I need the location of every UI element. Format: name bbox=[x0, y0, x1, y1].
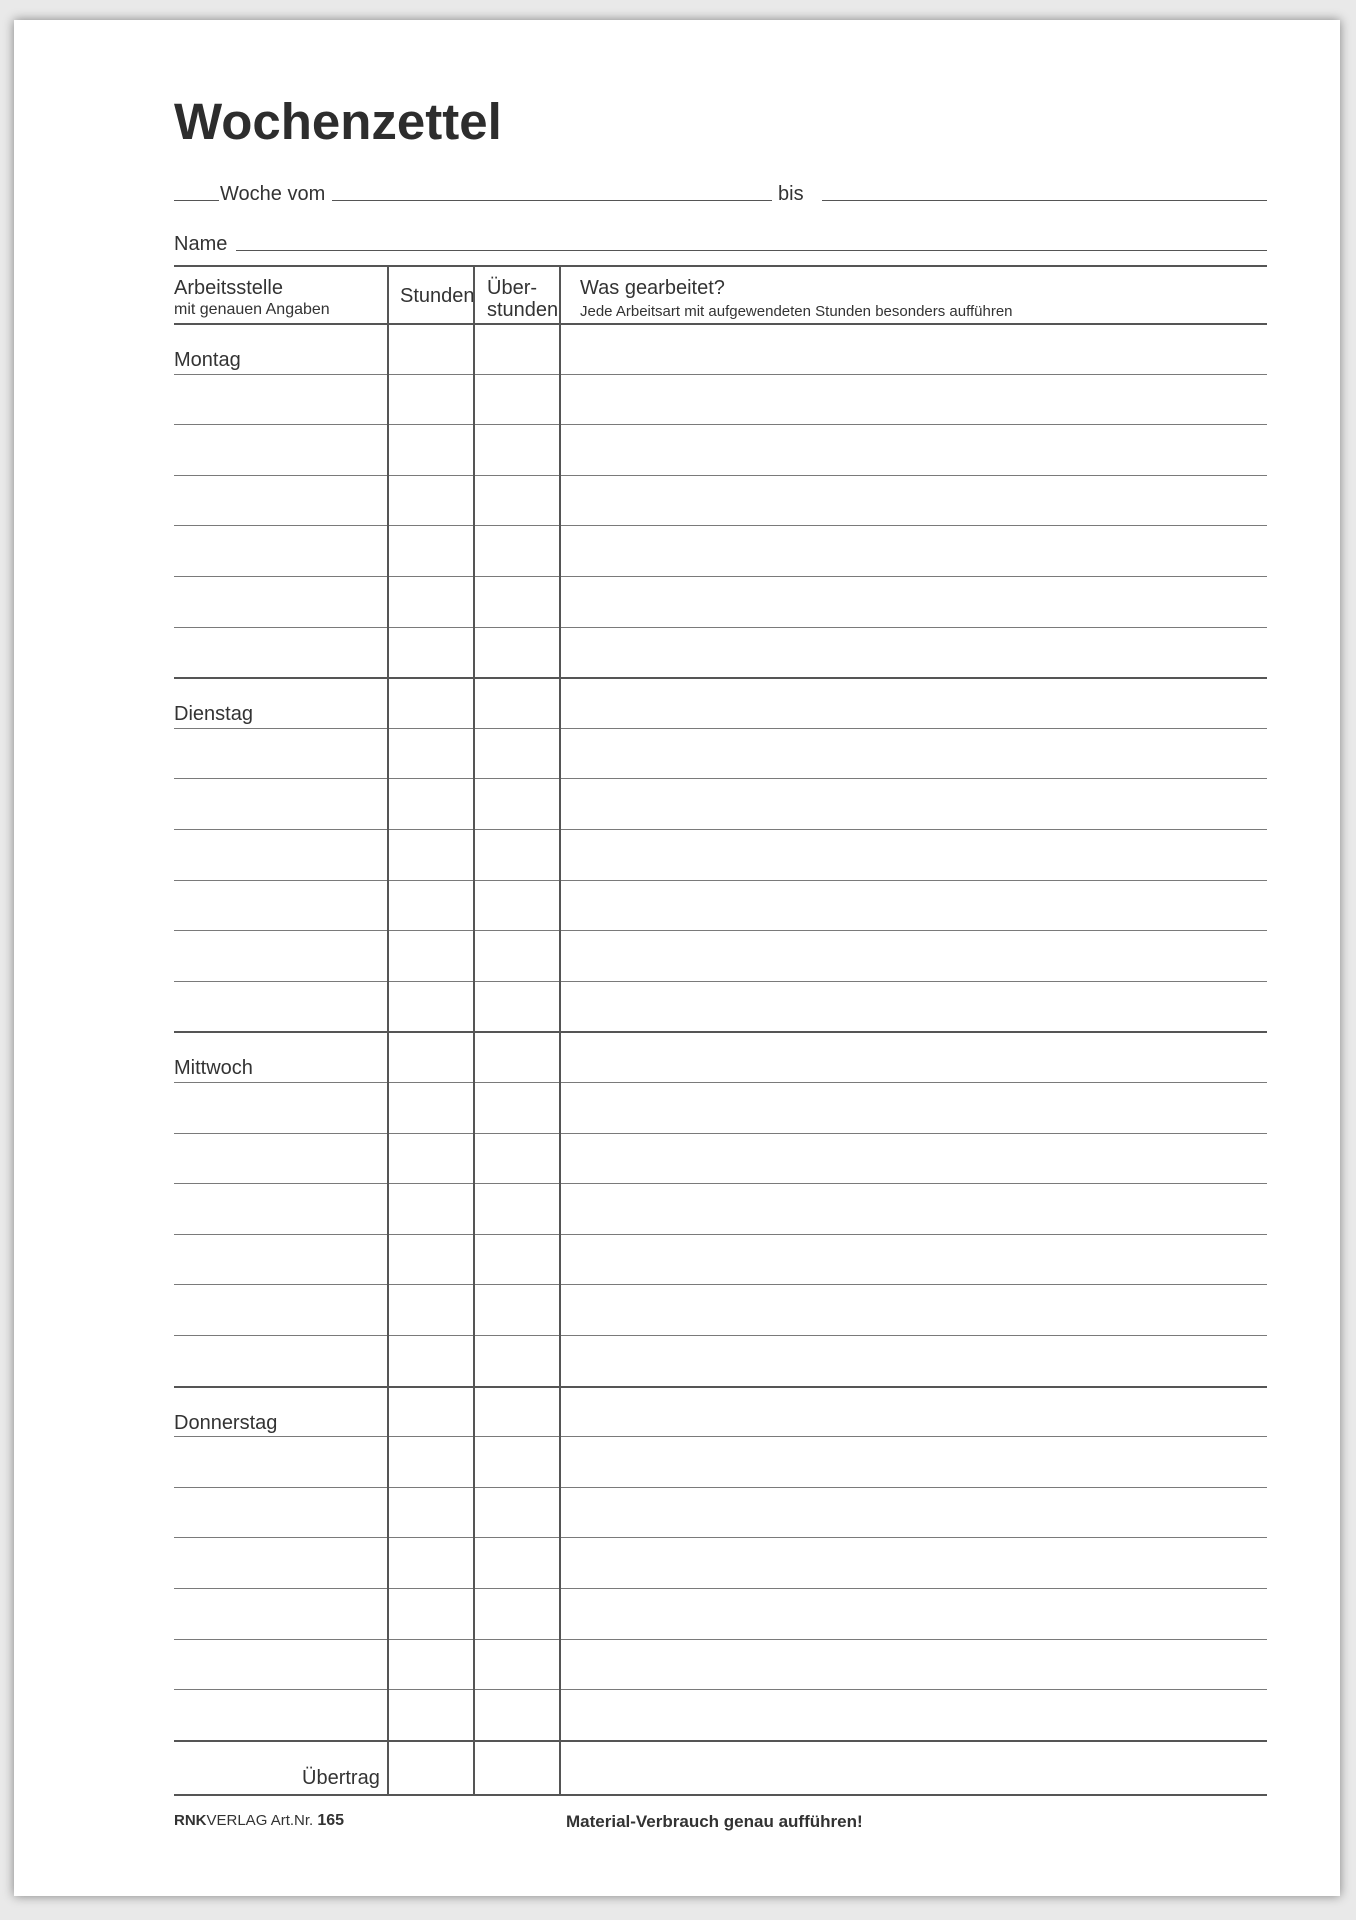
carry-over-ueberstunden-cell[interactable] bbox=[477, 1745, 559, 1793]
cell-montag-was-gearbeitet[interactable] bbox=[561, 325, 1267, 372]
cell-mittwoch-arbeitsstelle[interactable] bbox=[174, 1135, 387, 1182]
cell-donnerstag-arbeitsstelle[interactable] bbox=[174, 1388, 387, 1435]
cell-mittwoch-arbeitsstelle[interactable] bbox=[174, 1236, 387, 1283]
cell-montag-was-gearbeitet[interactable] bbox=[561, 578, 1267, 625]
cell-montag-ueberstunden[interactable] bbox=[475, 527, 559, 574]
cell-mittwoch-was-gearbeitet[interactable] bbox=[561, 1135, 1267, 1182]
publisher-imprint bbox=[174, 1813, 344, 1829]
cell-montag-stunden[interactable] bbox=[389, 376, 473, 423]
cell-donnerstag-arbeitsstelle[interactable] bbox=[174, 1641, 387, 1688]
cell-donnerstag-arbeitsstelle[interactable] bbox=[174, 1691, 387, 1738]
header-ueberstunden-2: stunden bbox=[487, 299, 559, 321]
table-row bbox=[174, 778, 1267, 779]
header-arbeitsstelle: Arbeitsstelle bbox=[174, 277, 283, 299]
cell-donnerstag-arbeitsstelle[interactable] bbox=[174, 1590, 387, 1637]
cell-montag-ueberstunden[interactable] bbox=[475, 426, 559, 473]
table-row bbox=[174, 627, 1267, 628]
cell-mittwoch-arbeitsstelle[interactable] bbox=[174, 1084, 387, 1131]
cell-montag-arbeitsstelle[interactable] bbox=[174, 426, 387, 473]
publisher-brand: RNK bbox=[174, 1812, 207, 1829]
cell-dienstag-stunden[interactable] bbox=[389, 679, 473, 726]
cell-dienstag-ueberstunden[interactable] bbox=[475, 882, 559, 929]
table-row bbox=[174, 576, 1267, 577]
cell-donnerstag-arbeitsstelle[interactable] bbox=[174, 1489, 387, 1536]
cell-donnerstag-stunden[interactable] bbox=[389, 1539, 473, 1586]
cell-montag-was-gearbeitet[interactable] bbox=[561, 426, 1267, 473]
page-title: Wochenzettel bbox=[174, 93, 502, 150]
cell-dienstag-arbeitsstelle[interactable] bbox=[174, 983, 387, 1030]
cell-montag-was-gearbeitet[interactable] bbox=[561, 376, 1267, 423]
cell-montag-ueberstunden[interactable] bbox=[475, 477, 559, 524]
table-row bbox=[174, 1639, 1267, 1640]
cell-dienstag-ueberstunden[interactable] bbox=[475, 932, 559, 979]
table-row bbox=[174, 1234, 1267, 1235]
carry-over-stunden-cell[interactable] bbox=[391, 1745, 473, 1793]
table-row bbox=[174, 1082, 1267, 1083]
cell-mittwoch-stunden[interactable] bbox=[389, 1033, 473, 1080]
cell-dienstag-arbeitsstelle[interactable] bbox=[174, 882, 387, 929]
cell-dienstag-ueberstunden[interactable] bbox=[475, 983, 559, 1030]
table-bottom-border bbox=[174, 1794, 1267, 1796]
cell-dienstag-stunden[interactable] bbox=[389, 780, 473, 827]
cell-mittwoch-ueberstunden[interactable] bbox=[475, 1185, 559, 1232]
table-top-border bbox=[174, 265, 1267, 267]
column-separator-1 bbox=[387, 265, 389, 1795]
cell-mittwoch-ueberstunden[interactable] bbox=[475, 1033, 559, 1080]
cell-mittwoch-ueberstunden[interactable] bbox=[475, 1337, 559, 1384]
cell-donnerstag-stunden[interactable] bbox=[389, 1691, 473, 1738]
cell-dienstag-stunden[interactable] bbox=[389, 932, 473, 979]
cell-dienstag-arbeitsstelle[interactable] bbox=[174, 932, 387, 979]
table-row bbox=[174, 374, 1267, 375]
cell-donnerstag-ueberstunden[interactable] bbox=[475, 1388, 559, 1435]
table-row bbox=[174, 1689, 1267, 1690]
timesheet-table bbox=[14, 20, 1340, 1896]
week-from-label: Woche vom bbox=[220, 183, 326, 205]
header-arbeitsstelle-sub: mit genauen Angaben bbox=[174, 301, 330, 318]
cell-montag-stunden[interactable] bbox=[389, 325, 473, 372]
cell-donnerstag-was-gearbeitet[interactable] bbox=[561, 1590, 1267, 1637]
table-row bbox=[174, 981, 1267, 982]
cell-montag-ueberstunden[interactable] bbox=[475, 325, 559, 372]
publisher-text: VERLAG Art.Nr. bbox=[206, 1812, 314, 1829]
header-was-gearbeitet: Was gearbeitet? bbox=[580, 277, 725, 299]
name-label: Name bbox=[174, 233, 228, 255]
cell-mittwoch-ueberstunden[interactable] bbox=[475, 1236, 559, 1283]
cell-donnerstag-ueberstunden[interactable] bbox=[475, 1489, 559, 1536]
cell-donnerstag-was-gearbeitet[interactable] bbox=[561, 1539, 1267, 1586]
table-row bbox=[174, 930, 1267, 931]
cell-mittwoch-was-gearbeitet[interactable] bbox=[561, 1286, 1267, 1333]
cell-donnerstag-ueberstunden[interactable] bbox=[475, 1539, 559, 1586]
article-number: 165 bbox=[317, 1812, 345, 1829]
cell-donnerstag-ueberstunden[interactable] bbox=[475, 1641, 559, 1688]
cell-mittwoch-ueberstunden[interactable] bbox=[475, 1286, 559, 1333]
cell-donnerstag-was-gearbeitet[interactable] bbox=[561, 1438, 1267, 1485]
day-label-mittwoch: Mittwoch bbox=[174, 1057, 253, 1080]
cell-mittwoch-arbeitsstelle[interactable] bbox=[174, 1033, 387, 1080]
table-row bbox=[174, 1487, 1267, 1488]
cell-montag-stunden[interactable] bbox=[389, 426, 473, 473]
column-separator-2 bbox=[473, 265, 475, 1795]
cell-montag-arbeitsstelle[interactable] bbox=[174, 477, 387, 524]
week-to-label: bis bbox=[778, 183, 804, 205]
cell-dienstag-was-gearbeitet[interactable] bbox=[561, 780, 1267, 827]
table-row bbox=[174, 1436, 1267, 1437]
cell-dienstag-was-gearbeitet[interactable] bbox=[561, 831, 1267, 878]
cell-donnerstag-was-gearbeitet[interactable] bbox=[561, 1691, 1267, 1738]
cell-dienstag-ueberstunden[interactable] bbox=[475, 730, 559, 777]
cell-donnerstag-stunden[interactable] bbox=[389, 1641, 473, 1688]
cell-montag-ueberstunden[interactable] bbox=[475, 376, 559, 423]
cell-montag-was-gearbeitet[interactable] bbox=[561, 527, 1267, 574]
day-label-donnerstag: Donnerstag bbox=[174, 1411, 278, 1434]
table-row bbox=[174, 1588, 1267, 1589]
table-row bbox=[174, 1183, 1267, 1184]
cell-dienstag-stunden[interactable] bbox=[389, 831, 473, 878]
cell-montag-stunden[interactable] bbox=[389, 578, 473, 625]
cell-montag-stunden[interactable] bbox=[389, 477, 473, 524]
cell-montag-stunden[interactable] bbox=[389, 629, 473, 676]
cell-donnerstag-stunden[interactable] bbox=[389, 1590, 473, 1637]
cell-mittwoch-ueberstunden[interactable] bbox=[475, 1084, 559, 1131]
cell-mittwoch-stunden[interactable] bbox=[389, 1185, 473, 1232]
cell-montag-ueberstunden[interactable] bbox=[475, 578, 559, 625]
cell-donnerstag-ueberstunden[interactable] bbox=[475, 1590, 559, 1637]
cell-dienstag-arbeitsstelle[interactable] bbox=[174, 831, 387, 878]
cell-mittwoch-arbeitsstelle[interactable] bbox=[174, 1337, 387, 1384]
cell-montag-ueberstunden[interactable] bbox=[475, 629, 559, 676]
cell-montag-arbeitsstelle[interactable] bbox=[174, 325, 387, 372]
cell-donnerstag-was-gearbeitet[interactable] bbox=[561, 1641, 1267, 1688]
cell-donnerstag-was-gearbeitet[interactable] bbox=[561, 1489, 1267, 1536]
table-row bbox=[174, 728, 1267, 729]
table-row bbox=[174, 1284, 1267, 1285]
cell-mittwoch-arbeitsstelle[interactable] bbox=[174, 1286, 387, 1333]
cell-dienstag-ueberstunden[interactable] bbox=[475, 831, 559, 878]
table-row bbox=[174, 475, 1267, 476]
cell-mittwoch-stunden[interactable] bbox=[389, 1337, 473, 1384]
day-label-dienstag: Dienstag bbox=[174, 703, 253, 726]
cell-donnerstag-stunden[interactable] bbox=[389, 1388, 473, 1435]
cell-donnerstag-stunden[interactable] bbox=[389, 1489, 473, 1536]
cell-dienstag-arbeitsstelle[interactable] bbox=[174, 679, 387, 726]
table-row bbox=[174, 424, 1267, 425]
table-row bbox=[174, 880, 1267, 881]
cell-dienstag-was-gearbeitet[interactable] bbox=[561, 679, 1267, 726]
cell-mittwoch-stunden[interactable] bbox=[389, 1135, 473, 1182]
cell-dienstag-arbeitsstelle[interactable] bbox=[174, 730, 387, 777]
cell-mittwoch-stunden[interactable] bbox=[389, 1236, 473, 1283]
day-separator bbox=[174, 1740, 1267, 1742]
cell-donnerstag-stunden[interactable] bbox=[389, 1438, 473, 1485]
header-was-gearbeitet-sub: Jede Arbeitsart mit aufgewendeten Stunden besonders aufführen bbox=[580, 303, 1013, 320]
cell-dienstag-was-gearbeitet[interactable] bbox=[561, 932, 1267, 979]
cell-mittwoch-stunden[interactable] bbox=[389, 1286, 473, 1333]
cell-montag-arbeitsstelle[interactable] bbox=[174, 527, 387, 574]
table-row bbox=[174, 829, 1267, 830]
cell-donnerstag-arbeitsstelle[interactable] bbox=[174, 1438, 387, 1485]
table-row bbox=[174, 525, 1267, 526]
cell-dienstag-was-gearbeitet[interactable] bbox=[561, 730, 1267, 777]
cell-donnerstag-ueberstunden[interactable] bbox=[475, 1691, 559, 1738]
header-ueberstunden-1: Über- bbox=[487, 277, 538, 299]
cell-mittwoch-was-gearbeitet[interactable] bbox=[561, 1185, 1267, 1232]
cell-dienstag-stunden[interactable] bbox=[389, 730, 473, 777]
cell-mittwoch-stunden[interactable] bbox=[389, 1084, 473, 1131]
cell-montag-arbeitsstelle[interactable] bbox=[174, 578, 387, 625]
cell-dienstag-arbeitsstelle[interactable] bbox=[174, 780, 387, 827]
cell-mittwoch-ueberstunden[interactable] bbox=[475, 1135, 559, 1182]
carry-over-label: Übertrag bbox=[302, 1767, 380, 1789]
cell-mittwoch-was-gearbeitet[interactable] bbox=[561, 1337, 1267, 1384]
cell-mittwoch-was-gearbeitet[interactable] bbox=[561, 1236, 1267, 1283]
table-row bbox=[174, 1133, 1267, 1134]
table-row bbox=[174, 1335, 1267, 1336]
cell-donnerstag-arbeitsstelle[interactable] bbox=[174, 1539, 387, 1586]
cell-montag-arbeitsstelle[interactable] bbox=[174, 629, 387, 676]
cell-montag-was-gearbeitet[interactable] bbox=[561, 477, 1267, 524]
cell-montag-arbeitsstelle[interactable] bbox=[174, 376, 387, 423]
cell-dienstag-stunden[interactable] bbox=[389, 882, 473, 929]
cell-montag-was-gearbeitet[interactable] bbox=[561, 629, 1267, 676]
cell-dienstag-was-gearbeitet[interactable] bbox=[561, 882, 1267, 929]
cell-mittwoch-arbeitsstelle[interactable] bbox=[174, 1185, 387, 1232]
header-stunden: Stunden bbox=[400, 285, 475, 307]
cell-donnerstag-was-gearbeitet[interactable] bbox=[561, 1388, 1267, 1435]
cell-montag-stunden[interactable] bbox=[389, 527, 473, 574]
table-row bbox=[174, 1537, 1267, 1538]
cell-mittwoch-was-gearbeitet[interactable] bbox=[561, 1084, 1267, 1131]
cell-dienstag-stunden[interactable] bbox=[389, 983, 473, 1030]
form-sheet bbox=[14, 20, 1340, 1896]
day-label-montag: Montag bbox=[174, 349, 241, 371]
material-note: Material-Verbrauch genau aufführen! bbox=[566, 1812, 863, 1831]
cell-donnerstag-ueberstunden[interactable] bbox=[475, 1438, 559, 1485]
cell-dienstag-ueberstunden[interactable] bbox=[475, 679, 559, 726]
cell-mittwoch-was-gearbeitet[interactable] bbox=[561, 1033, 1267, 1080]
cell-dienstag-was-gearbeitet[interactable] bbox=[561, 983, 1267, 1030]
column-separator-3 bbox=[559, 265, 561, 1795]
cell-dienstag-ueberstunden[interactable] bbox=[475, 780, 559, 827]
